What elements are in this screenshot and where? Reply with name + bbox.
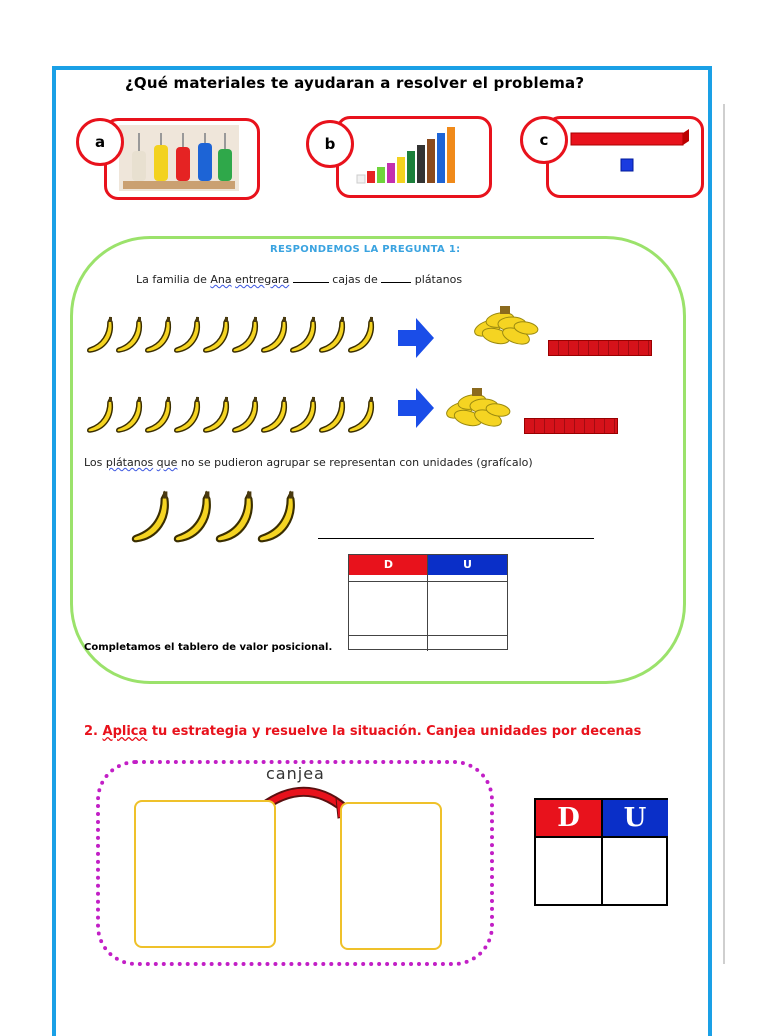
banana-icon: [347, 396, 376, 436]
banana-icon: [318, 316, 347, 356]
option-c-circle[interactable]: [520, 116, 568, 164]
banana-icon: [115, 396, 144, 436]
option-b-box[interactable]: [336, 116, 492, 198]
question-title: ¿Qué materiales te ayudaran a resolver el problema?: [125, 74, 585, 92]
banana-bunch-icon: [438, 384, 522, 438]
tens-cell-2[interactable]: [538, 840, 598, 902]
sentence-part3: plátanos: [414, 273, 463, 286]
banana-icon: [202, 396, 231, 436]
tens-box[interactable]: [340, 802, 442, 950]
option-a-letter: a: [94, 133, 106, 151]
tens-cell[interactable]: [351, 583, 425, 633]
banana-icon: [144, 396, 173, 436]
banana-icon: [115, 316, 144, 356]
place-value-table-1: [348, 554, 508, 650]
section2-text: tu estrategia y resuelve la situación. Canjea unidades por decenas: [151, 724, 642, 739]
banana-icon: [86, 316, 115, 356]
banana-icon: [231, 316, 260, 356]
option-c-letter: c: [539, 131, 549, 149]
banana-icon: [202, 316, 231, 356]
leftover-part1: Los: [84, 456, 103, 469]
units-box[interactable]: [134, 800, 276, 948]
section2-number: 2.: [84, 724, 98, 739]
ten-rod-1: [548, 340, 652, 356]
banana-icon: [318, 396, 347, 436]
banana-row-2: [86, 396, 376, 436]
banana-icon: [173, 396, 202, 436]
banana-icon: [144, 316, 173, 356]
banana-icon: [130, 490, 172, 547]
banana-icon: [214, 490, 256, 547]
tens-header: D: [349, 555, 428, 575]
leftover-text: [84, 456, 533, 469]
response-title: RESPONDEMOS LA PREGUNTA 1:: [270, 244, 461, 255]
banana-icon: [347, 316, 376, 356]
bananas-blank[interactable]: [381, 272, 411, 283]
tens-header-2: D: [536, 800, 601, 836]
sentence-part1: La familia de: [136, 273, 207, 286]
banana-icon: [260, 396, 289, 436]
section2-word: Aplica: [102, 724, 148, 739]
option-b-circle[interactable]: [306, 120, 354, 168]
units-header: U: [428, 555, 507, 575]
leftover-part2: no se pudieron agrupar se representan con unidades (grafícalo): [180, 456, 533, 469]
arrow-right-icon: [398, 318, 434, 358]
base-ten-blocks-icon: [567, 127, 697, 187]
banana-icon: [231, 396, 260, 436]
complete-text: Completamos el tablero de valor posicional.: [84, 642, 333, 653]
option-a-circle[interactable]: [76, 118, 124, 166]
leftover-word2: que: [156, 456, 178, 469]
banana-bunch-icon: [466, 302, 550, 356]
sentence-part2: cajas de: [332, 273, 378, 286]
banana-icon: [289, 316, 318, 356]
units-cell[interactable]: [431, 583, 505, 633]
option-a-box[interactable]: [104, 118, 260, 200]
ten-rod-2: [524, 418, 618, 434]
banana-icon: [173, 316, 202, 356]
section2-title: [84, 724, 641, 739]
units-header-2: U: [602, 800, 668, 836]
banana-icon: [260, 316, 289, 356]
answer-line[interactable]: [318, 538, 594, 539]
banana-icon: [256, 490, 298, 547]
canjea-label: canjea: [266, 764, 325, 783]
number-rods-icon: [353, 123, 463, 189]
arrow-right-icon: [398, 388, 434, 428]
right-margin-line: [723, 104, 725, 964]
place-value-table-2: [534, 798, 668, 906]
boxes-blank[interactable]: [293, 272, 329, 283]
sentence-word: entregara: [235, 273, 290, 286]
sentence-name: Ana: [210, 273, 232, 286]
banana-icon: [289, 396, 318, 436]
sentence-line: [136, 272, 462, 286]
banana-icon: [172, 490, 214, 547]
abacus-icon: [119, 125, 239, 191]
banana-row-1: [86, 316, 376, 356]
option-b-letter: b: [324, 135, 336, 153]
units-cell-2[interactable]: [606, 840, 666, 902]
leftover-word1: plátanos: [105, 456, 154, 469]
banana-icon: [86, 396, 115, 436]
banana-row-3: [130, 490, 298, 547]
option-c-box[interactable]: [546, 116, 704, 198]
